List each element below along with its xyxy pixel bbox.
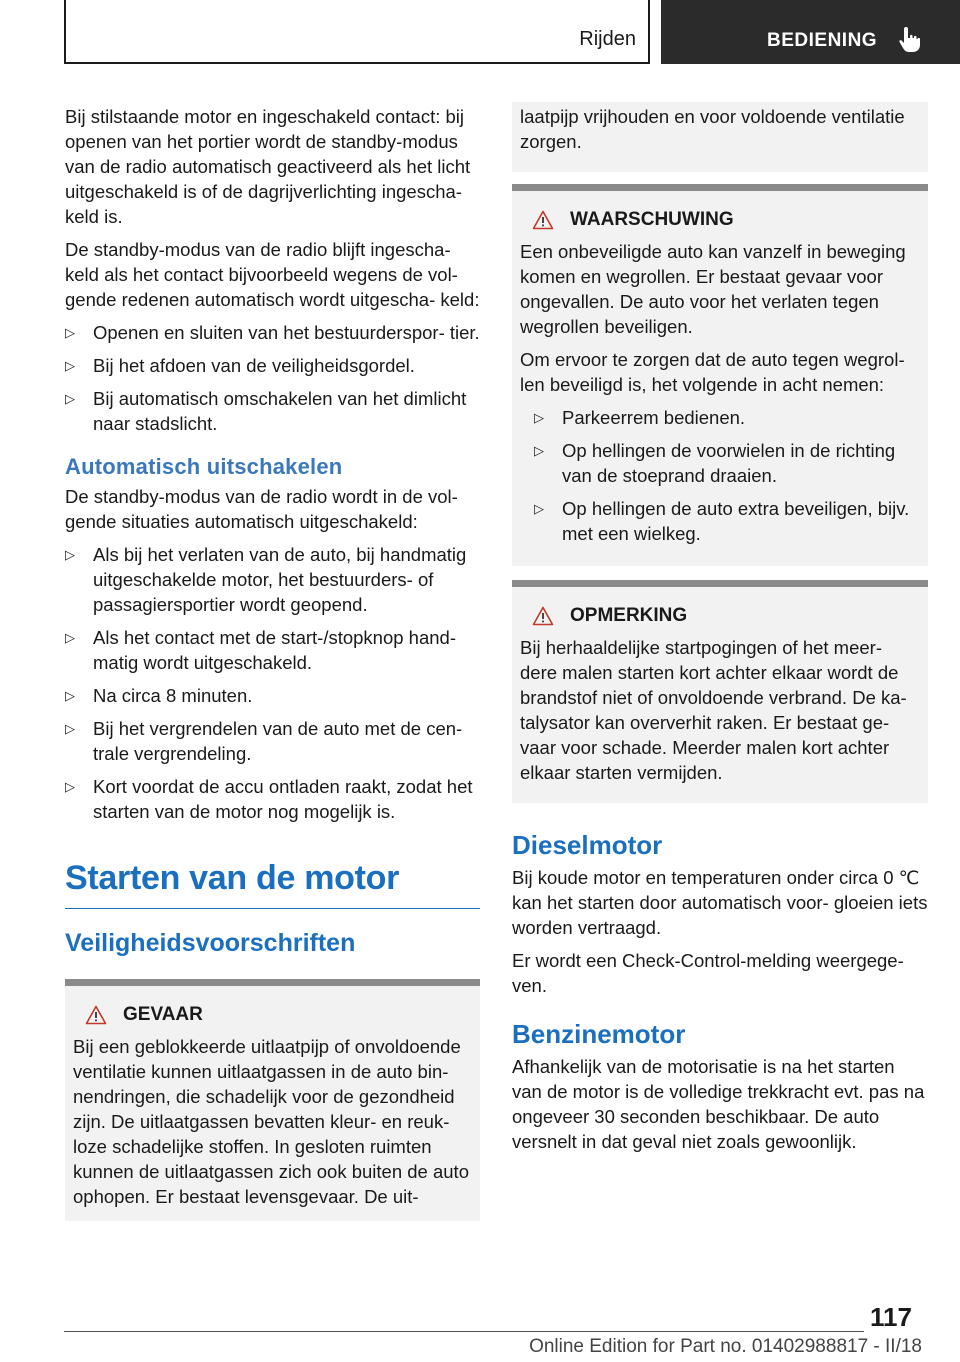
subsection-heading-safety: Veiligheidsvoorschriften [65,929,356,957]
list-item: ▷ Kort voordat de accu ontladen raakt, zodat het starten van de motor nog mogelijk is. [65,776,473,822]
danger-box-continued [512,102,928,172]
header-left-rule [64,0,66,64]
warning-box-title: WAARSCHUWING [520,207,920,233]
bullet-arrow-icon: ▷ [65,688,75,703]
bullet-arrow-icon: ▷ [65,358,75,373]
list-item: ▷ Na circa 8 minuten. [65,685,253,706]
footer-edition-text: Online Edition for Part no. 01402988817 - II/18 [529,1336,922,1357]
bullet-arrow-icon: ▷ [534,410,544,425]
bullet-arrow-icon: ▷ [65,547,75,562]
bullet-arrow-icon: ▷ [65,630,75,645]
list-item: ▷ Bij het vergrendelen van de auto met de cen‐ trale vergrendeling. [65,718,463,764]
bullet-arrow-icon: ▷ [534,501,544,516]
bullet-arrow-icon: ▷ [65,391,75,406]
danger-box-text: Bij een geblokkeerde uitlaatpijp of onvoldoende ventilatie kunnen uitlaatgassen in de auto bin‐ nendringen, die schadelijk voor de gezondheid zijn. De uitlaatgassen bevatten kleur- en reuk‐ loze schadelijke stoffen. In gesloten ruimten kunnen de uitlaatgassen zich ook buiten de auto ophopen. Er bestaat levensgevaar. De uit‐ [73,1036,469,1207]
bullet-arrow-icon: ▷ [534,443,544,458]
bullet-arrow-icon: ▷ [65,779,75,794]
bullet-arrow-icon: ▷ [65,325,75,340]
paragraph: De standby-modus van de radio wordt in de vol‐ gende situaties automatisch uitgeschakeld: [65,486,458,532]
header-section-label: Rijden [579,28,636,50]
list-item: ▷ Als bij het verlaten van de auto, bij handmatig uitgeschakelde motor, het bestuurders- of passagiersportier wordt geopend. [65,544,467,615]
list-item: ▷ Bij het afdoen van de veiligheidsgordel. [65,355,415,376]
bullet-arrow-icon: ▷ [65,721,75,736]
header-separator [648,0,650,64]
subheading-automatic-off: Automatisch uitschakelen [65,454,343,479]
paragraph: Afhankelijk van de motorisatie is na het starten van de motor is de volledige trekkracht evt. pas na ongeveer 30 seconden beschikbaar. De auto versnelt in dat geval niet zoals gewoonlijk. [512,1056,925,1152]
list-item: ▷ Openen en sluiten van het bestuurderspor‐ tier. [65,322,480,343]
list-item: ▷ Op hellingen de auto extra beveiligen, bijv. met een wielkeg. [534,498,910,544]
warning-box-text: Om ervoor te zorgen dat de auto tegen wegrol‐ len beveiligd is, het volgende in acht nemen: [520,349,905,395]
warning-triangle-icon [532,606,554,626]
right-column [512,104,928,1162]
hand-pointer-icon [895,24,925,54]
paragraph: Bij koude motor en temperaturen onder circa 0 ℃ kan het starten door automatisch voor‐ gloeien iets worden vertraagd. [512,867,928,938]
header-chapter-tab[interactable] [661,0,960,64]
page-number: 117 [870,1302,912,1332]
list-item: ▷ Bij automatisch omschakelen van het dimlicht naar stadslicht. [65,388,467,434]
note-box-text: Bij herhaaldelijke startpogingen of het meer‐ dere malen starten kort achter elkaar wordt de brandstof niet of onvoldoende verbrand. De ka‐ talysator kan oververhit raken. Er bestaat ge‐ vaar voor schade. Meerder malen kort achter elkaar starten vermijden. [520,637,907,783]
danger-box-title: GEVAAR [73,1002,472,1028]
danger-box [65,979,480,1221]
bullet-list [65,542,480,824]
warning-triangle-icon [532,210,554,230]
left-column [65,104,480,1221]
warning-triangle-icon [85,1005,107,1025]
note-box-title: OPMERKING [520,603,920,629]
bullet-list [65,320,480,436]
chapter-tab-label: BEDIENING [767,30,878,51]
header-bottom-rule [64,62,650,64]
footer-rule [64,1331,864,1332]
paragraph: Er wordt een Check-Control-melding weergege‐ ven. [512,950,904,996]
heading-diesel-engine: Dieselmotor [512,830,663,860]
note-box [512,580,928,803]
list-item: ▷ Parkeerrem bedienen. [534,407,746,428]
section-heading-starting-engine: Starten van de motor [65,858,480,909]
list-item: ▷ Op hellingen de voorwielen in de richting van de stoeprand draaien. [534,440,896,486]
warning-box-text: Een onbeveiligde auto kan vanzelf in beweging komen en wegrollen. Er bestaat gevaar voor ongevallen. De auto voor het verlaten tegen wegrollen beveiligen. [520,241,906,337]
bullet-list [520,405,920,546]
paragraph: De standby-modus van de radio blijft ingescha‐ keld als het contact bijvoorbeeld wegens de vol‐ gende redenen automatisch wordt uitgescha‐ keld: [65,239,480,310]
list-item: ▷ Als het contact met de start-/stopknop hand‐ matig wordt uitgeschakeld. [65,627,456,673]
danger-box-text-continued: laatpijp vrijhouden en voor voldoende ventilatie zorgen. [520,106,905,152]
paragraph: Bij stilstaande motor en ingeschakeld contact: bij openen van het portier wordt de standby-modus van de radio automatisch geactiveerd als het licht uitgeschakeld is of de dagrijverlichting ingescha‐ keld is. [65,106,471,227]
heading-petrol-engine: Benzinemotor [512,1019,686,1049]
warning-box [512,184,928,566]
